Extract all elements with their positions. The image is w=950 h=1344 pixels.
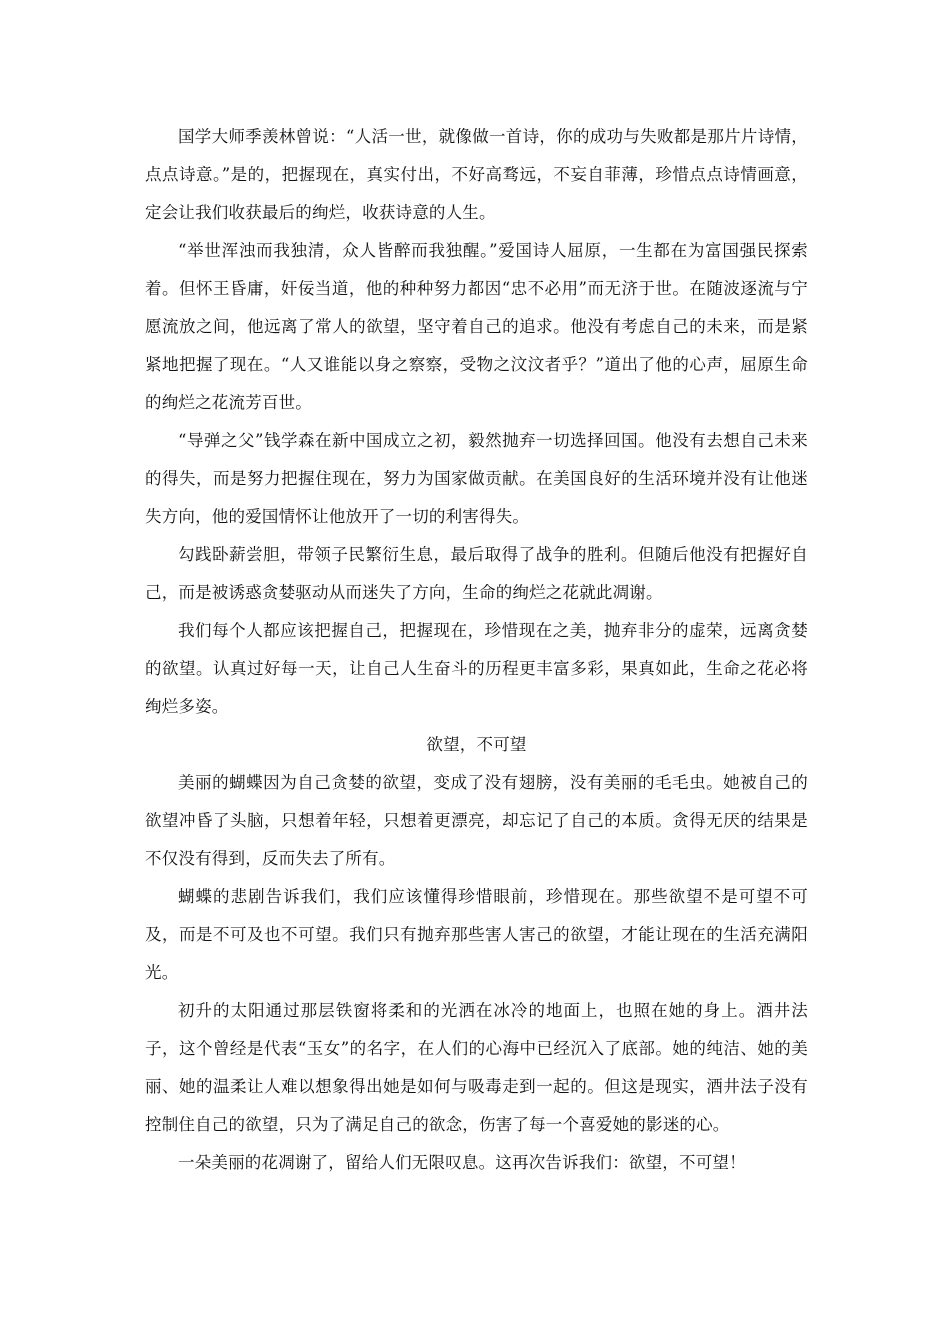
paragraph-ji-xianlin-quote: 国学大师季羡林曾说：“人活一世，就像做一首诗，你的成功与失败都是那片片诗情，点点诗意。”是的，把握现在，真实付出，不好高骛远，不妄自菲薄，珍惜点点诗情画意，定会让我们收获最后的绚烂，收获诗意的人生。 [145,127,808,222]
paragraph-conclusion: 我们每个人都应该把握自己，把握现在，珍惜现在之美，抛弃非分的虚荣，远离贪婪的欲望。认真过好每一天，让自己人生奋斗的历程更丰富多彩，果真如此，生命之花必将绚烂多姿。 [145,621,808,716]
paragraph-qu-yuan: “举世浑浊而我独清，众人皆醉而我独醒。”爱国诗人屈原，一生都在为富国强民探索着。但怀王昏庸，奸佞当道，他的种种努力都因“忠不必用”而无济于世。在随波逐流与宁愿流放之间，他远离了常人的欲望，坚守着自己的追求。他没有考虑自己的未来，而是紧紧地把握了现在。“人又谁能以身之察察，受物之汶汶者乎？”道出了他的心声，屈原生命的绚烂之花流芳百世。 [145,241,808,412]
essay-title: 欲望，不可望 [426,735,527,754]
paragraph-butterfly-lesson: 蝴蝶的悲剧告诉我们，我们应该懂得珍惜眼前，珍惜现在。那些欲望不是可望不可及，而是不可及也不可望。我们只有抛弃那些害人害己的欲望，才能让现在的生活充满阳光。 [145,887,808,982]
paragraph-final: 一朵美丽的花凋谢了，留给人们无限叹息。这再次告诉我们：欲望，不可望！ [178,1153,746,1172]
paragraph-qian-xuesen: “导弹之父”钱学森在新中国成立之初，毅然抛弃一切选择回国。他没有去想自己未来的得失，而是努力把握住现在，努力为国家做贡献。在美国良好的生活环境并没有让他迷失方向，他的爱国情怀让他放开了一切的利害得失。 [145,431,808,526]
paragraph-noriko-sakai: 初升的太阳通过那层铁窗将柔和的光洒在冰冷的地面上，也照在她的身上。酒井法子，这个曾经是代表“玉女”的名字，在人们的心海中已经沉入了底部。她的纯洁、她的美丽、她的温柔让人难以想象得出她是如何与吸毒走到一起的。但这是现实，酒井法子没有控制住自己的欲望，只为了满足自己的欲念，伤害了每一个喜爱她的影迷的心。 [145,1001,808,1134]
document-body [145,118,808,1182]
paragraph-gou-jian: 勾践卧薪尝胆，带领子民繁衍生息，最后取得了战争的胜利。但随后他没有把握好自己，而是被诱惑贪婪驱动从而迷失了方向，生命的绚烂之花就此凋谢。 [145,545,808,602]
paragraph-butterfly: 美丽的蝴蝶因为自己贪婪的欲望，变成了没有翅膀，没有美丽的毛毛虫。她被自己的欲望冲昏了头脑，只想着年轻，只想着更漂亮，却忘记了自己的本质。贪得无厌的结果是不仅没有得到，反而失去了所有。 [145,773,808,868]
